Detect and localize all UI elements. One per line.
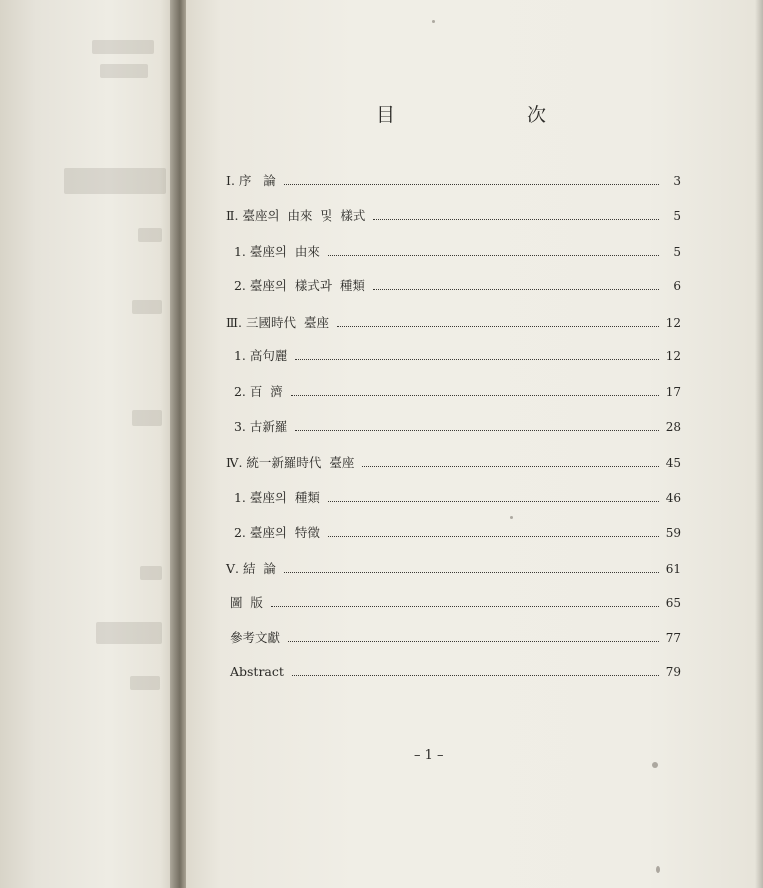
toc-row[interactable] — [226, 241, 681, 259]
toc-row-label: 1. 高句麗 — [226, 348, 288, 363]
toc-row-label: Ⅲ. 三國時代 臺座 — [226, 315, 329, 330]
toc-row[interactable] — [226, 345, 681, 363]
toc-row-leader — [271, 606, 659, 607]
toc-row-label: 1. 臺座의 由來 — [226, 244, 320, 259]
page-title-first-char: 目 — [376, 104, 396, 126]
toc-row-leader — [328, 536, 659, 537]
toc-row-leader — [373, 289, 659, 290]
toc-row-label: 參考文獻 — [226, 630, 280, 645]
toc-row-page: 12 — [665, 316, 681, 330]
toc-page — [186, 0, 763, 888]
toc-row[interactable] — [226, 416, 681, 434]
toc-row-page: 5 — [673, 209, 681, 223]
page-title-second-char: 次 — [526, 104, 546, 126]
toc-row-page: 46 — [665, 491, 681, 505]
toc-row-leader — [328, 255, 659, 256]
toc-row-page: 28 — [665, 420, 681, 434]
paper-speck — [432, 20, 435, 23]
left-facing-page — [0, 0, 182, 888]
paper-speck — [656, 866, 660, 873]
toc-row-label: Ⅱ. 臺座의 由來 및 樣式 — [226, 208, 366, 223]
toc-row-label: 2. 百 濟 — [226, 384, 283, 399]
toc-row[interactable] — [226, 627, 681, 645]
toc-row[interactable] — [226, 592, 681, 610]
toc-row-label: 2. 臺座의 特徵 — [226, 525, 320, 540]
page-number: – 1 – — [414, 748, 444, 763]
toc-row[interactable] — [226, 312, 681, 330]
toc-row-leader — [295, 430, 659, 431]
toc-row-page: 12 — [665, 349, 681, 363]
toc-row-label: Ⅰ. 序 論 — [226, 173, 276, 188]
toc-row[interactable] — [226, 487, 681, 505]
toc-row[interactable] — [226, 661, 681, 679]
toc-row-leader — [284, 184, 659, 185]
toc-row-page: 17 — [665, 385, 681, 399]
toc-row-leader — [292, 675, 659, 676]
paper-speck — [510, 516, 513, 519]
toc-row-leader — [284, 572, 659, 573]
paper-speck — [652, 762, 658, 768]
toc-row-leader — [362, 466, 659, 467]
toc-row-page: 65 — [665, 596, 681, 610]
toc-row-page: 3 — [673, 174, 681, 188]
toc-row-page: 59 — [665, 526, 681, 540]
toc-row[interactable] — [226, 558, 681, 576]
toc-row-label: 圖 版 — [226, 595, 263, 610]
toc-row[interactable] — [226, 452, 681, 470]
toc-row-label: 1. 臺座의 種類 — [226, 490, 320, 505]
toc-row-page: 6 — [673, 279, 681, 293]
toc-row-page: 77 — [665, 631, 681, 645]
show-through-text — [0, 0, 182, 888]
toc-row-leader — [288, 641, 659, 642]
toc-row-page: 79 — [665, 665, 681, 679]
toc-row-page: 5 — [673, 245, 681, 259]
toc-row[interactable] — [226, 381, 681, 399]
toc-row-label: 3. 古新羅 — [226, 419, 288, 434]
toc-row-leader — [291, 395, 659, 396]
toc-row-label: 2. 臺座의 樣式과 種類 — [226, 278, 365, 293]
toc-row-page: 45 — [665, 456, 681, 470]
toc-row[interactable] — [226, 522, 681, 540]
toc-row[interactable] — [226, 170, 681, 188]
toc-row-leader — [328, 501, 659, 502]
page-title — [376, 100, 546, 127]
toc-row-label: Abstract — [226, 664, 284, 679]
toc-row[interactable] — [226, 275, 681, 293]
toc-row-leader — [295, 359, 659, 360]
toc-row-leader — [373, 219, 659, 220]
toc-row-leader — [337, 326, 659, 327]
toc-row-page: 61 — [665, 562, 681, 576]
toc-row-label: Ⅴ. 結 論 — [226, 561, 276, 576]
page-edge-shadow — [755, 0, 763, 888]
toc-row[interactable] — [226, 205, 681, 223]
toc-row-label: Ⅳ. 統一新羅時代 臺座 — [226, 455, 355, 470]
